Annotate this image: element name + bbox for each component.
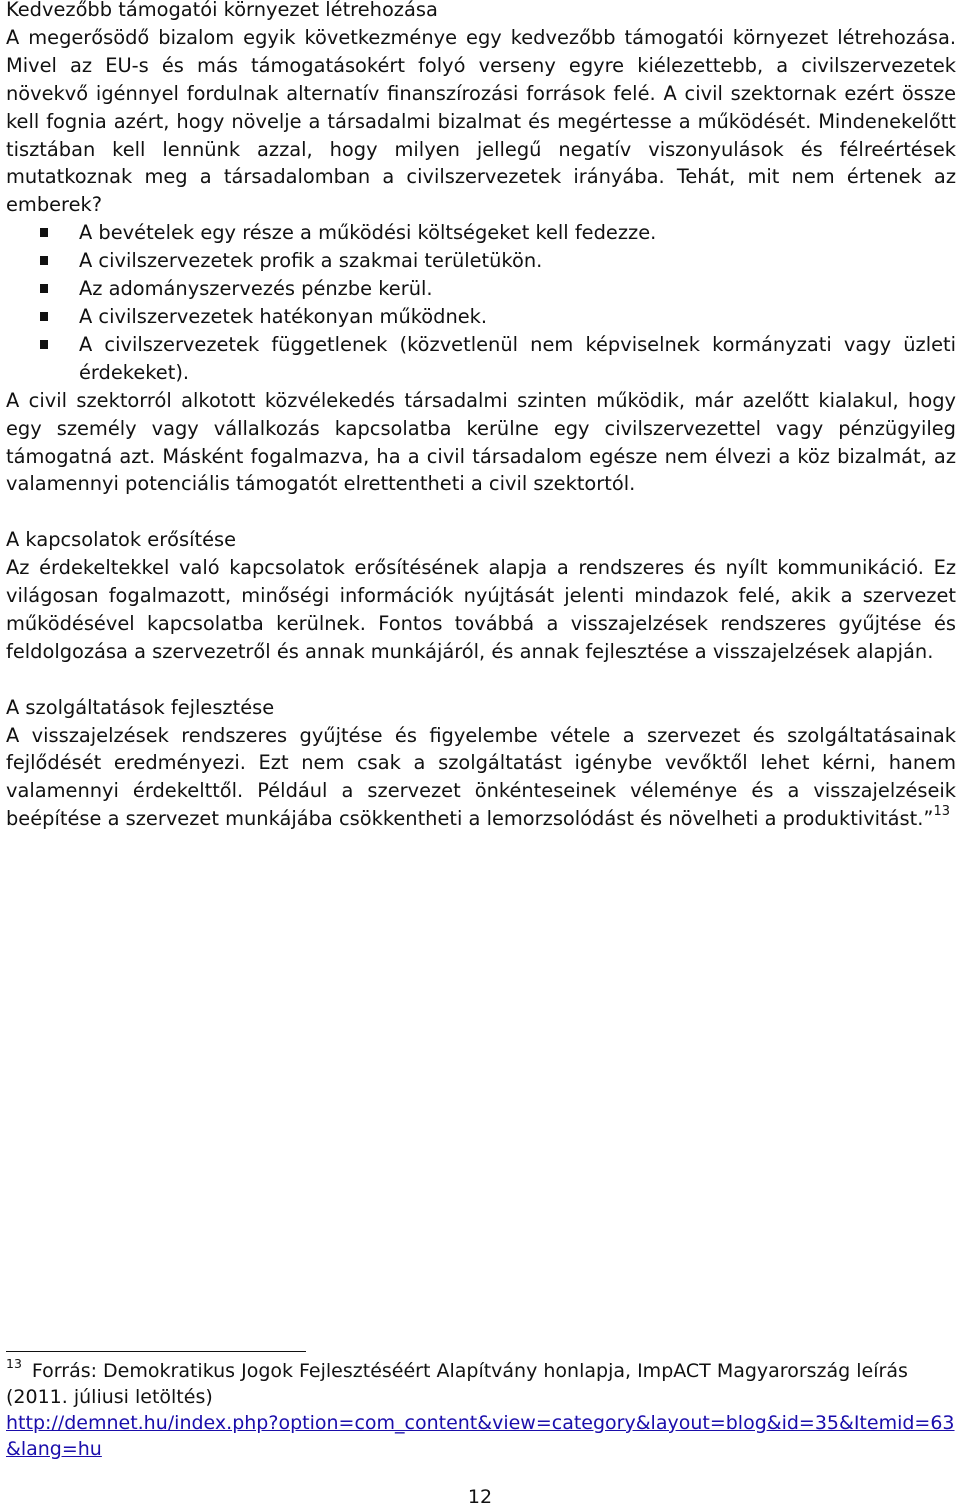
section-heading-relationships: A kapcsolatok erősítése [6, 528, 237, 552]
list-item-text: A civilszervezetek függetlenek (közvetlenül nem képviselnek kormányzati vagy üzleti érdekeket). [79, 332, 956, 384]
square-bullet-icon [40, 312, 48, 321]
section-heading-support-environment: Kedvezőbb támogatói környezet létrehozása [6, 0, 438, 21]
paragraph-relationships: Az érdekeltekkel való kapcsolatok erősítésének alapja a rendszeres és nyílt kommunikáció. Ez világosan fogalmazott, minőségi információk nyújtását jelenti mindazok felé, akik a szervezet működésével kapcsolatba kerülnek. Fontos továbbá a visszajelzések rendszeres gyűjtése és feldolgozása a szervezetről és annak munkájáról, és annak fejlesztése a visszajelzések alapján. [6, 556, 956, 663]
footnote-text: Forrás: Demokratikus Jogok Fejlesztéséért Alapítvány honlapja, ImpACT Magyarország leírás (2011. júliusi letöltés) [6, 1360, 908, 1408]
document-body [6, 0, 956, 833]
footnote-source-link[interactable]: http://demnet.hu/index.php?option=com_content&view=category&layout=blog&id=35&Itemid=63&lang=hu [6, 1412, 955, 1460]
footnote-area [6, 1351, 956, 1462]
list-item [6, 303, 956, 331]
square-bullet-icon [40, 340, 48, 349]
footnote-reference[interactable]: 13 [933, 804, 951, 820]
paragraph-services [6, 722, 956, 834]
list-item-text: A civilszervezetek profik a szakmai területükön. [79, 249, 543, 273]
list-item [6, 247, 956, 275]
list-item-text: Az adományszervezés pénzbe kerül. [79, 277, 433, 301]
list-item-text: A civilszervezetek hatékonyan működnek. [79, 304, 488, 328]
square-bullet-icon [40, 284, 48, 293]
paragraph-public-perception: A civil szektorról alkotott közvélekedés társadalmi szinten működik, már azelőtt kialakul, hogy egy személy vagy vállalkozás kapcsolatba kerülne egy civilszervezettel vagy pénzügyileg támogatná azt. Másként fogalmazva, ha a civil társadalom egésze nem élvezi a köz bizalmát, az valamennyi potenciális támogatót elrettentheti a civil szektortól. [6, 388, 956, 496]
square-bullet-icon [40, 256, 48, 265]
paragraph-spacer [6, 498, 956, 526]
square-bullet-icon [40, 228, 48, 237]
list-item [6, 331, 956, 387]
paragraph-spacer [6, 666, 956, 694]
list-item [6, 275, 956, 303]
list-item [6, 219, 956, 247]
section-heading-services: A szolgáltatások fejlesztése [6, 695, 275, 719]
misconceptions-list [6, 219, 956, 386]
footnote-number: 13 [6, 1356, 22, 1371]
footnote-separator [6, 1351, 306, 1352]
paragraph-services-text: A visszajelzések rendszeres gyűjtése és figyelembe vétele a szervezet és szolgáltatásainak fejlődését eredményezi. Ezt nem csak a szolgáltatást igénybe vevőktől lehet kérni, hanem valamennyi érdekelttől. Például a szervezet önkénteseinek véleménye és a visszajelzéseik beépítése a szervezet munkájába csökkentheti a lemorzsolódást és növelheti a produktivitást.” [6, 723, 956, 831]
footnote [6, 1358, 956, 1462]
list-item-text: A bevételek egy része a működési költségeket kell fedezze. [79, 221, 657, 245]
paragraph-support-intro: A megerősödő bizalom egyik következménye egy kedvezőbb támogatói környezet létrehozása. Mivel az EU-s és más támogatásokért folyó verseny egyre kiélezettebb, a civilszervezetek növekvő igénnyel fordulnak alternatív finanszírozási források felé. A civil szektornak ezért össze kell fognia azért, hogy növelje a társadalmi bizalmat és megértesse a működését. Mindenekelőtt tisztában kell lennünk azzal, hogy milyen jellegű negatív viszonyulások és félreértések mutatkoznak meg a társadalomban a civilszervezetek irányába. Tehát, mit nem értenek az emberek? [6, 25, 956, 217]
page-number: 12 [467, 1486, 493, 1508]
